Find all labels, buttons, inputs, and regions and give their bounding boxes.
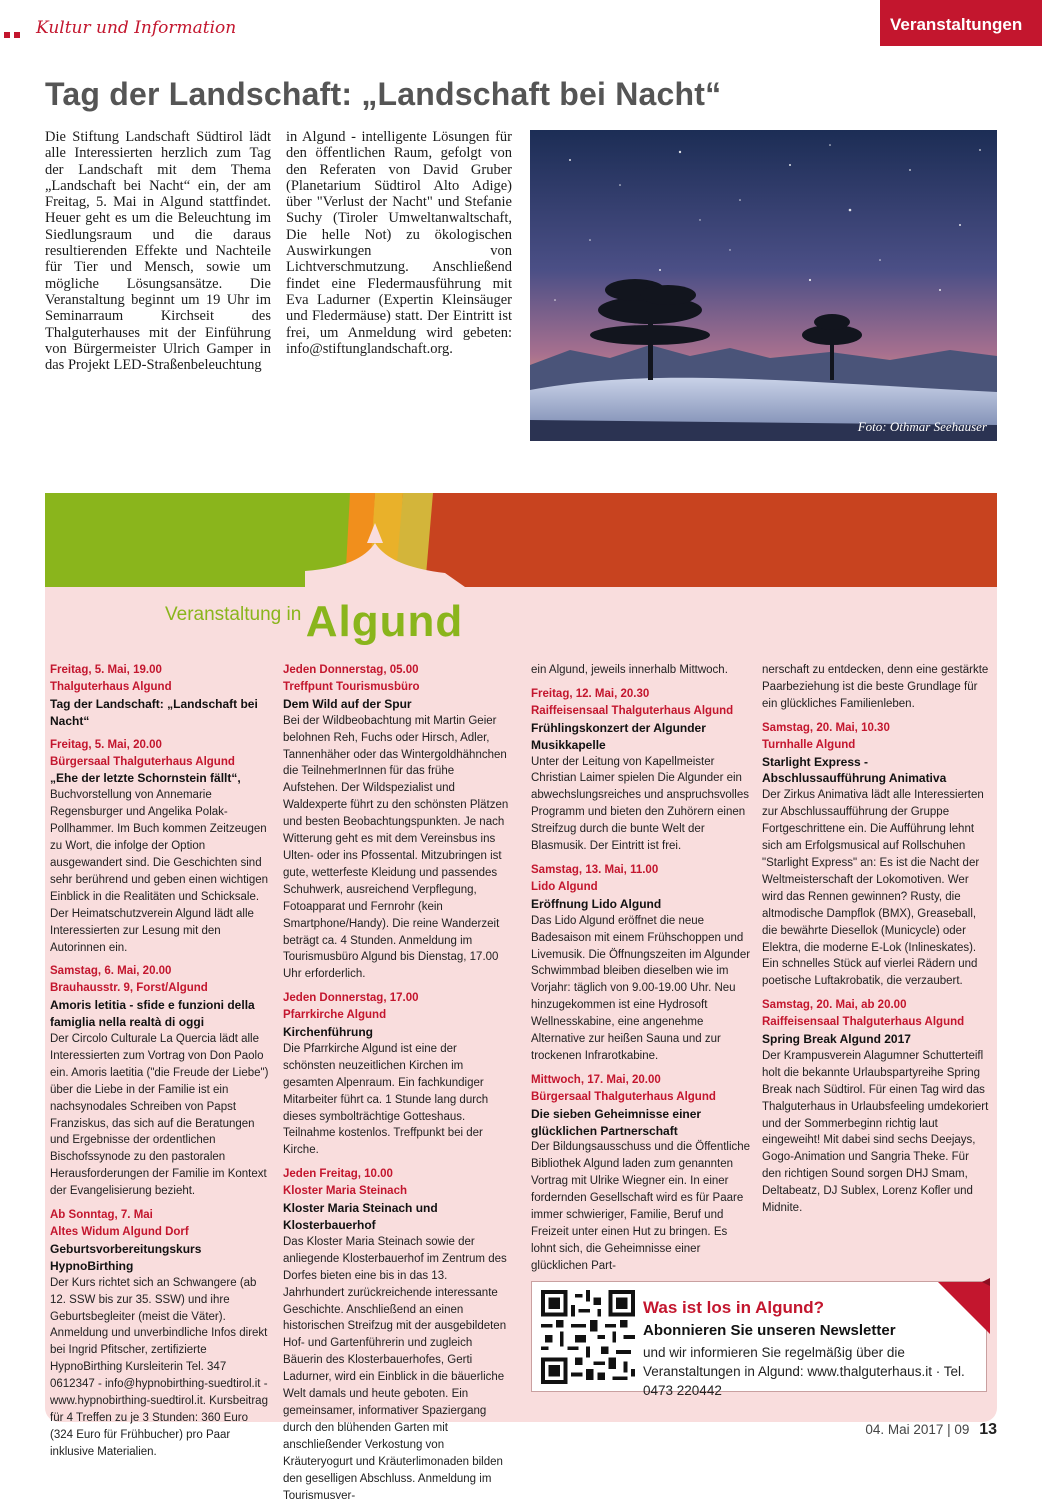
event-place: Treffpunt Tourismusbüro: [283, 680, 420, 693]
event-text: Die Pfarrkirche Algund ist eine der schönsten neuzeitlichen Kirchen im gesamten Alpenraum. Ein fachkundiger Mitarbeiter führt ca. 1 Stunde lang durch dieses symbolträchtige Gotteshaus. Teilnahme kostenlos. Treffpunkt bei der Kirche.: [283, 1042, 489, 1157]
banner-graphic: [45, 493, 997, 587]
event-date: Samstag, 6. Mai, 20.00: [50, 965, 172, 978]
event-text: ein Algund, jeweils innerhalb Mittwoch.: [531, 664, 728, 676]
event-text: Das Lido Algund eröffnet die neue Badesaison mit einem Frühschoppen und Livemusik. Die Öffnungszeiten im Algunder Schwimmbad bleiben dieselben wie im Vorjahr: täglich von 9.00-19.00 Uhr. Neu hinzugekommen ist eine Hydrosoft Wellnesskabine, eine angenehme Alternative zur heißen Sauna und zur trockenen Infrarotkabine.: [531, 914, 751, 1062]
event-date: Jeden Freitag, 10.00: [283, 1168, 393, 1181]
event-item: [50, 963, 272, 1200]
event-date: Freitag, 5. Mai, 20.00: [50, 738, 162, 751]
event-place: Kloster Maria Steinach: [283, 1185, 407, 1198]
page-number: 13: [979, 1421, 997, 1438]
header-kicker: Kultur und Information: [36, 18, 237, 38]
event-item: [531, 862, 751, 1065]
event-date: Samstag, 13. Mai, 11.00: [531, 863, 659, 876]
events-column-3: [531, 662, 751, 1282]
article-title: Tag der Landschaft: „Landschaft bei Nacht“: [45, 76, 722, 112]
event-text: Der Bildungsausschuss und die Öffentliche Bibliothek Algund laden zum genannten Vortrag mit Ulrike Wiegner ein. In einer fordernden Gesellschaft wird es für Paare immer schwieriger, Familie, Beruf und Freizeit unter einen Hut zu bringen. Es lohnt sich, die Geheimnisse einer glücklichen Part-: [531, 1141, 751, 1272]
panel-title-small: Veranstaltung in: [165, 604, 302, 625]
section-tab: Veranstaltungen: [880, 0, 1042, 46]
panel-title-big: Algund: [305, 597, 464, 646]
event-item: [283, 990, 509, 1159]
article-column-1: Die Stiftung Landschaft Südtirol lädt alle Interessierten herzlich zum Tag der Landschaft mit dem Thema „Landschaft bei Nacht“ ein, der am Freitag, 5. Mai in Algund stattfindet. Heuer geht es um die Beleuchtung im Siedlungsraum und die daraus resultierenden Effekte und Nachteile für Tier und Mensch, sowie um mögliche Lösungsansätze. Die Veranstaltung beginnt um 19 Uhr im Seminarraum Kirchseit des Thalguterhauses mit der Einführung von Bürgermeister Ulrich Gamper in das Projekt LED-Straßenbeleuchtung: [45, 129, 271, 374]
event-heading: Frühlingskonzert der Algunder Musikkapelle: [531, 720, 706, 752]
event-heading: Geburtsvorbereitungskurs HypnoBirthing: [50, 1241, 202, 1273]
event-item: [762, 662, 990, 713]
newsletter-box: [531, 1281, 987, 1398]
event-item: [762, 720, 990, 991]
events-column-4: [762, 662, 990, 1224]
event-item: [50, 662, 272, 730]
newsletter-text: und wir informieren Sie regelmäßig über die Veranstaltungen in Algund: www.thalguterhaus.it · Tel. 0473 220442: [643, 1345, 965, 1398]
event-heading: Die sieben Geheimnisse einer glücklichen Partnerschaft: [531, 1106, 702, 1138]
event-heading: Spring Break Algund 2017: [762, 1032, 911, 1047]
event-date: Ab Sonntag, 7. Mai: [50, 1209, 153, 1222]
event-text: Das Kloster Maria Steinach sowie der anliegende Klosterbauerhof im Zentrum des Dorfes bieten eine bis in das 13. Jahrhundert zurückreichende interessante Geschichte. Anschließend an einen historischen Streifzug mit der ausgebildeten Hof- und Gartenführerin und zugleich Bäuerin des Klosterbauerhofes, Gerti Ladurner, wird ein Einblick in die bäuerliche Welt damals und heute geboten. Ein gemeinsamer, informativer Spaziergang durch den blühenden Garten mit anschließender Verkostung von Kräuteryogurt und Kräuterlimonaden bilden den geselligen Abschluss. Anmeldung im Tourismusver-: [283, 1235, 507, 1502]
event-date: Freitag, 12. Mai, 20.30: [531, 687, 650, 700]
panel-title: [165, 597, 463, 647]
event-date: Jeden Donnerstag, 17.00: [283, 992, 419, 1005]
event-place: Bürgersaal Thalguterhaus Algund: [531, 1090, 716, 1103]
event-place: Thalguterhaus Algund: [50, 680, 172, 693]
event-text: Buchvorstellung von Annemarie Regensburger und Angelika Polak-Pollhammer. Im Buch kommen Zeitzeugen zu Wort, die infolge der Option ausgewandert sind. Die Geschichten sind sehr berührend und geben einen wichtigen Einblick in die Realitäten und Schicksale. Der Heimatschutzverein Algund lädt alle Interessierten zur Lesung mit den Autorinnen ein.: [50, 789, 269, 954]
night-sky-illustration: [530, 130, 997, 441]
issue-date: 04. Mai 2017 | 09: [865, 1422, 970, 1437]
event-heading: Amoris letitia - sfide e funzioni della famiglia nella realtà di oggi: [50, 998, 255, 1030]
event-text: Der Circolo Culturale La Quercia lädt alle Interessierten zum Vortrag von Don Paolo ein. Amoris laetitia ("die Freude der Liebe") über die Liebe in der Familie ist ein nachsynodales Schreiben von Papst Franziskus, das sich auf die Beratungen und Ergebnisse der ordentlichen Bischofssynode zu den pastoralen Herausforderungen der Familie im Kontext der Evangelisierung bezieht.: [50, 1033, 269, 1198]
event-text: Unter der Leitung von Kapellmeister Christian Laimer spielen Die Algunder ein abwechslungsreiches und anspruchsvolles Programm und bieten den Zuhörern einen Streifzug durch die bunte Welt der Blasmusik. Der Eintritt ist frei.: [531, 755, 749, 853]
event-heading: Tag der Landschaft: „Landschaft bei Nacht“: [50, 696, 258, 728]
event-place: Brauhausstr. 9, Forst/Algund: [50, 982, 208, 995]
events-column-1: [50, 662, 272, 1468]
event-date: Samstag, 20. Mai, ab 20.00: [762, 999, 907, 1012]
page-footer: [865, 1421, 997, 1439]
event-heading: „Ehe der letzte Schornstein fällt“,: [50, 771, 241, 786]
event-date: Freitag, 5. Mai, 19.00: [50, 664, 162, 676]
event-date: Jeden Donnerstag, 05.00: [283, 664, 419, 676]
event-heading: Dem Wild auf der Spur: [283, 696, 412, 711]
event-place: Raiffeisensaal Thalguterhaus Algund: [531, 704, 734, 717]
photo-credit: Foto: Othmar Seehauser: [857, 419, 987, 434]
event-text: Der Kurs richtet sich an Schwangere (ab 12. SSW bis zur 35. SSW) und ihre Geburtsbegleiter (meist die Väter). Anmeldung und unverbindliche Infos direkt bei Ingrid Pfitscher, zertifizierte HypnoBirthing Kursleiterin Tel. 347 0612347 - info@hypnobirthing-suedtirol.it - www.hypnobirthing-suedtirol.it. Kursbeitrag für 4 Treffen zu je 3 Stunden: 360 Euro (324 Euro für Frühbucher) pro Paar inklusive Materialien.: [50, 1276, 268, 1458]
qr-code-icon[interactable]: [541, 1290, 635, 1384]
event-date: Mittwoch, 17. Mai, 20.00: [531, 1073, 661, 1086]
event-heading: Kloster Maria Steinach und Klosterbauerhof: [283, 1201, 438, 1232]
event-heading: Starlight Express - Abschlussaufführung Animativa: [762, 754, 947, 786]
event-text: Der Krampusverein Alagumner Schutterteifl holt die bekannte Urlaubspartyreihe Spring Break nach Südtirol. Für einen Tag wird das Thalguterhaus in Urlaubsfeeling umdekoriert und der Sommerbeginn richtig laut eingeweiht! Mit dabei sind sechs Deejays, Gogo-Animation und Sangria Theke. Für den richtigen Sound sorgen DHJ Smam, Deltabeatz, DJ Sublex, Lorenz Kofler und Midnite.: [762, 1049, 989, 1215]
event-place: Turnhalle Algund: [762, 738, 856, 751]
event-item: [762, 997, 990, 1217]
event-place: Altes Widum Algund Dorf: [50, 1226, 189, 1238]
event-item: [50, 1207, 272, 1461]
header-dots: [4, 25, 24, 43]
event-item: [283, 1166, 509, 1504]
newsletter-title: Was ist los in Algund?: [643, 1298, 825, 1317]
event-place: Raiffeisensaal Thalguterhaus Algund: [762, 1016, 965, 1029]
event-place: Lido Algund: [531, 880, 598, 893]
event-text: Der Zirkus Animativa lädt alle Interessierten zur Abschlussaufführung der Gruppe Fortgeschrittene ein. Die Aufführung lehnt sich am Erfolgsmusical auf Rollschuhen "Starlight Express" an: Es ist die Nacht der Weltmeisterschaft der Lokomotiven. Wer wird das Rennen gewinnen? Rusty, die altmodische Dampflok (BMX), Greaseball, die bewährte Diesellok (Municycle) oder Elektra, die moderne E-Lok (Inlineskates). Ein schnelles Stück auf vierlei Rädern und poetische Luftakrobatik, die verzaubert.: [762, 789, 984, 988]
event-place: Bürgersaal Thalguterhaus Algund: [50, 755, 235, 768]
event-date: Samstag, 20. Mai, 10.30: [762, 721, 890, 734]
event-item: [531, 686, 751, 855]
night-landscape-photo: [530, 130, 997, 441]
event-text: nerschaft zu entdecken, denn eine gestärkte Paarbeziehung ist die beste Grundlage für ein glückliches Familienleben.: [762, 664, 989, 710]
events-column-2: [283, 662, 509, 1511]
event-heading: Kirchenführung: [283, 1025, 373, 1040]
colorful-banner: [45, 493, 997, 587]
newsletter-subtitle: Abonnieren Sie unseren Newsletter: [643, 1322, 896, 1339]
event-text: Bei der Wildbeobachtung mit Martin Geier belohnen Reh, Fuchs oder Hirsch, Adler, Tannenhäher oder das Wintergoldhähnchen die TeilnehmerInnen für das frühe Aufstehen. Der Wildspezialist und Waldexperte führt zu den schönsten Plätzen und besten Beobachtungspunkten. Je nach Witterung geht es mit dem Vereinsbus ins Ulten- oder ins Pfossental. Mitzubringen ist gute, wetterfeste Kleidung und passendes Schuhwerk, ausreichend Verpflegung, Fotoapparat und Fernrohr (kein Smartphone/Handy). Die reine Wanderzeit beträgt ca. 4 Stunden. Anmeldung im Tourismusbüro Algund bis Dienstag, 17.00 Uhr erforderlich.: [283, 714, 509, 981]
red-ribbon-corner: [930, 1278, 990, 1338]
event-item: [50, 737, 272, 957]
event-item: [283, 662, 509, 983]
article-column-2: in Algund - intelligente Lösungen für den öffentlichen Raum, gefolgt von den Referaten von David Gruber (Planetarium Südtirol Alto Adige) über "Verlust der Nacht" und Stefanie Suchy (Tiroler Umweltanwaltschaft, Die helle Not) zu ökologischen Auswirkungen von Lichtverschmutzung. Anschließend findet eine Fledermausführung mit Eva Ladurner (Expertin Kleinsäuger und Fledermäuse) statt. Der Eintritt ist frei, um Anmeldung wird gebeten: info@stiftunglandschaft.org.: [286, 129, 512, 357]
event-place: Pfarrkirche Algund: [283, 1009, 387, 1022]
event-item: [531, 1072, 751, 1275]
event-item: [531, 662, 751, 679]
event-heading: Eröffnung Lido Algund: [531, 896, 662, 911]
